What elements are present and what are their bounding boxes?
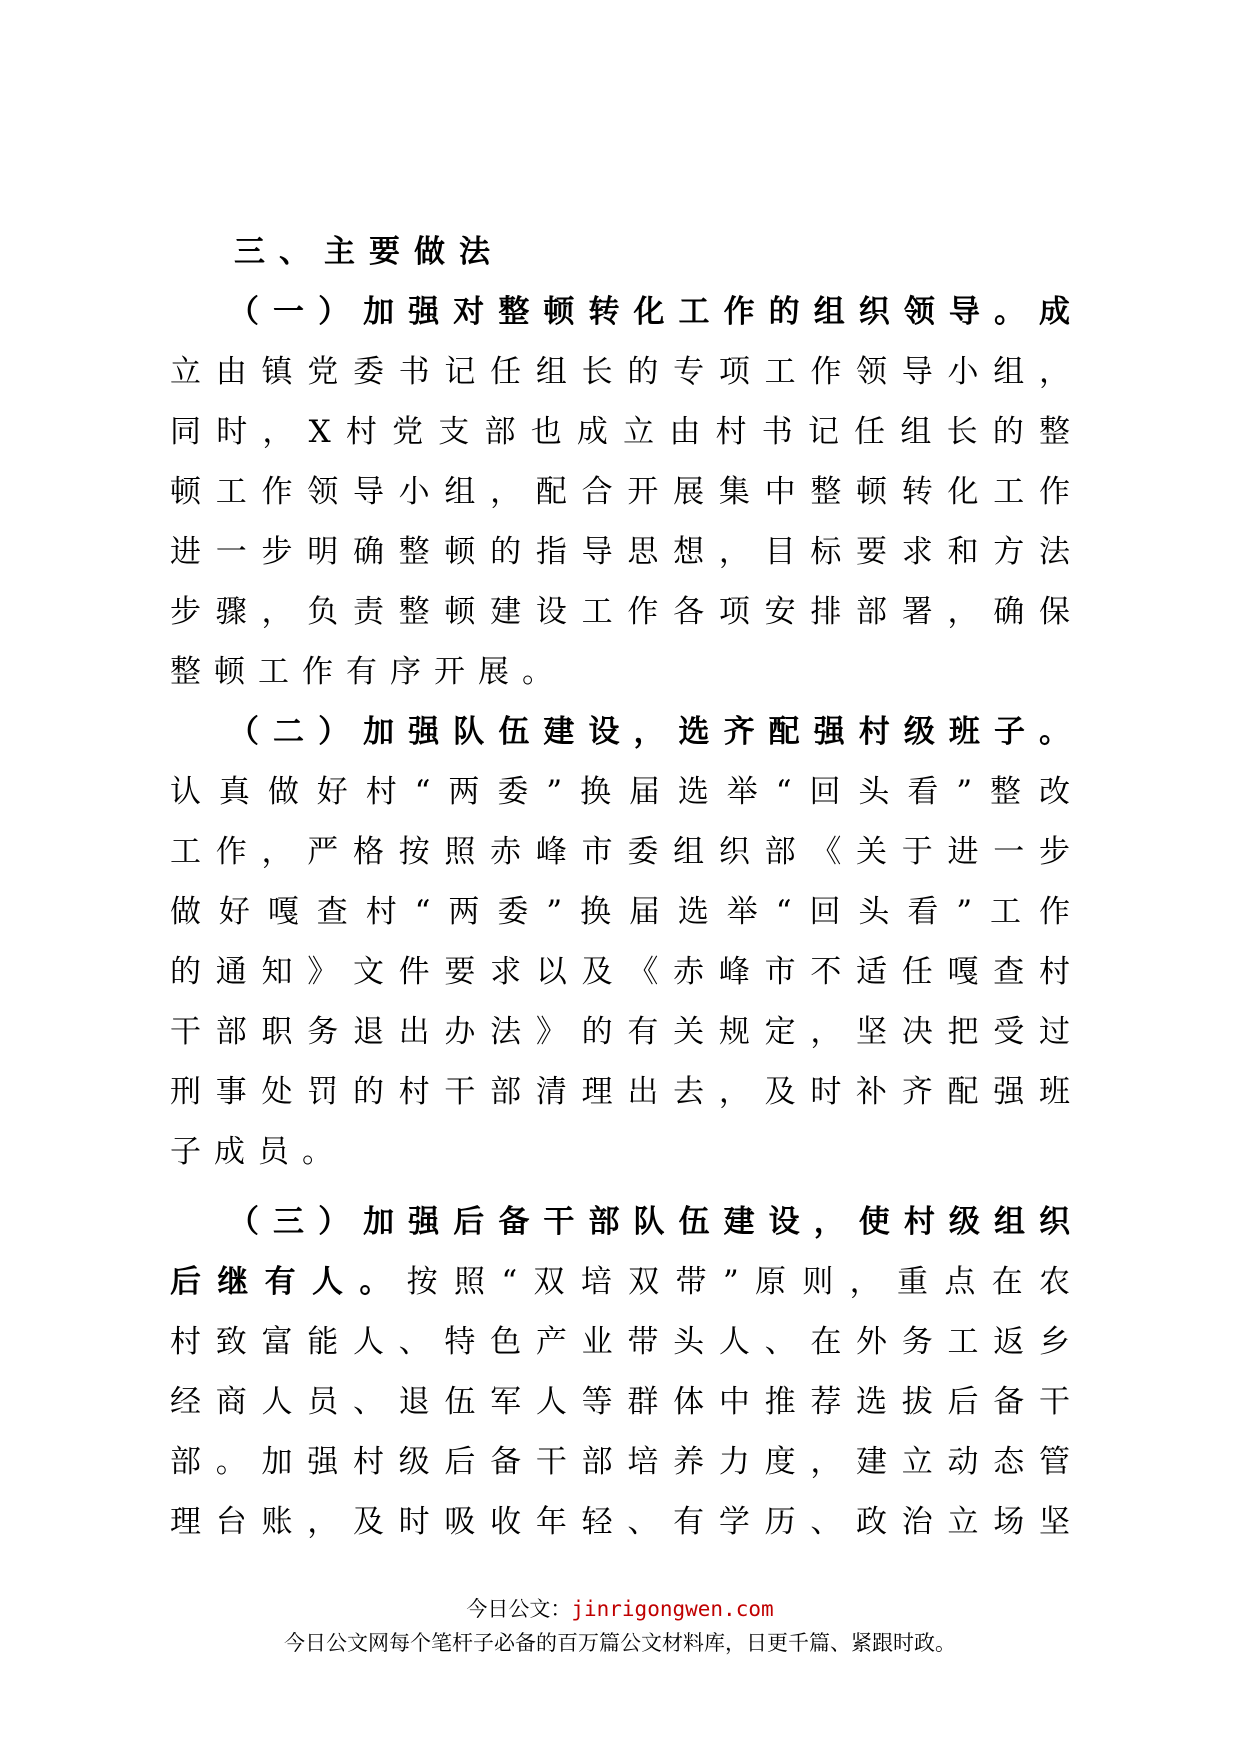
section1-title: （一）加强对整顿转化工作的组织领导。成: [228, 294, 1070, 330]
section3-line-6: 理台账，及时吸收年轻、有学历、政治立场坚: [170, 1504, 1070, 1540]
section3-line-5: 部。加强村级后备干部培养力度，建立动态管: [170, 1444, 1070, 1480]
section-heading: 三、主要做法: [234, 234, 504, 270]
section1-line-3: 同时，X村党支部也成立由村书记任组长的整: [170, 414, 1070, 450]
section2-line-1: 认真做好村“两委”换届选举“回头看”整改: [170, 774, 1070, 810]
section3-line-2: [170, 1252, 1070, 1312]
footer-site-url[interactable]: jinrigongwen.com: [571, 1597, 774, 1621]
section2-line-6: 刑事处罚的村干部清理出去，及时补齐配强班: [170, 1074, 1070, 1110]
section1-line-4: 顿工作领导小组，配合开展集中整顿转化工作: [170, 474, 1070, 510]
section1-line-7: 整顿工作有序开展。: [170, 654, 566, 690]
section3-line-4: 经商人员、退伍军人等群体中推荐选拔后备干: [170, 1384, 1070, 1420]
footer-site-label: 今日公文：: [466, 1597, 572, 1621]
section1-line-6: 步骤，负责整顿建设工作各项安排部署，确保: [170, 594, 1070, 630]
document-body: [170, 222, 1070, 1552]
footer-site-line: [0, 1592, 1240, 1626]
section2-title: （二）加强队伍建设，选齐配强村级班子。: [228, 714, 1070, 750]
section1-line-5: 进一步明确整顿的指导思想，目标要求和方法: [170, 534, 1070, 570]
footer-tagline: 今日公文网每个笔杆子必备的百万篇公文材料库，日更千篇、紧跟时政。: [284, 1631, 956, 1655]
section2-line-2: 工作，严格按照赤峰市委组织部《关于进一步: [170, 834, 1070, 870]
section3-line-2-text: 按照“双培双带”原则，重点在农: [406, 1264, 1070, 1300]
page-footer: [0, 1592, 1240, 1660]
section2-line-5: 干部职务退出办法》的有关规定，坚决把受过: [170, 1014, 1070, 1050]
section3-title-line-1: （三）加强后备干部队伍建设，使村级组织: [228, 1204, 1070, 1240]
section2-line-4: 的通知》文件要求以及《赤峰市不适任嘎查村: [170, 954, 1070, 990]
section3-title-line-2: 后继有人。: [170, 1264, 407, 1300]
section1-line-2: 立由镇党委书记任组长的专项工作领导小组，: [170, 354, 1070, 390]
paragraph-gap: [170, 1182, 1070, 1192]
section3-line-3: 村致富能人、特色产业带头人、在外务工返乡: [170, 1324, 1070, 1360]
section2-line-7: 子成员。: [170, 1134, 346, 1170]
section1-line-1: [170, 282, 1070, 342]
section2-line-3: 做好嘎查村“两委”换届选举“回头看”工作: [170, 894, 1070, 930]
